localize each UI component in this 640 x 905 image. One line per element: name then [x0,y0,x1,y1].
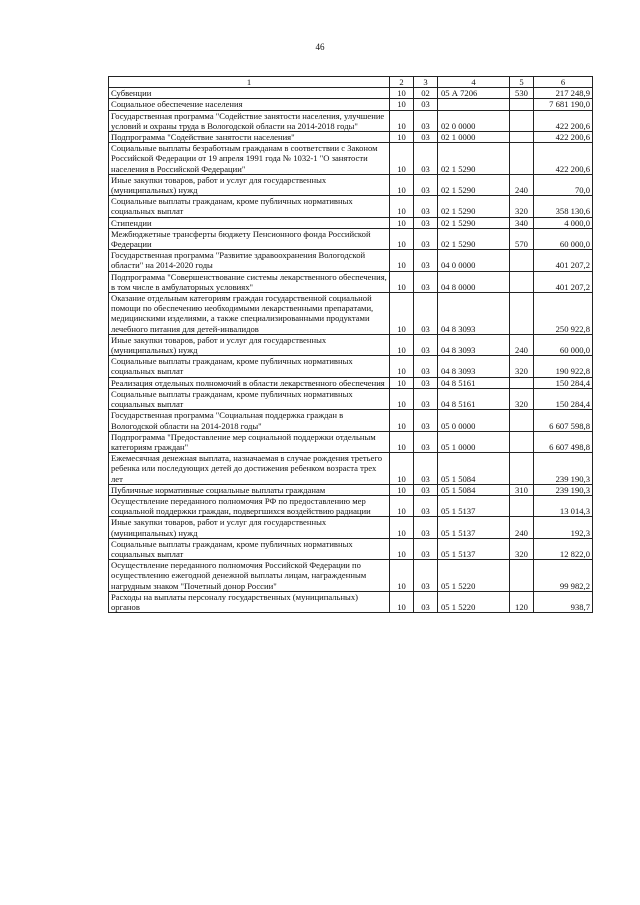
row-name-cell: Публичные нормативные социальные выплаты гражданам [109,484,390,495]
target-code-cell: 05 1 5137 [438,495,510,516]
subsection-cell: 03 [414,271,438,292]
section-cell: 10 [390,356,414,377]
column-header: 3 [414,77,438,88]
column-header: 6 [534,77,593,88]
column-header: 5 [510,77,534,88]
subsection-cell: 03 [414,484,438,495]
section-cell: 10 [390,484,414,495]
expense-type-cell: 320 [510,388,534,409]
budget-table [108,76,593,613]
target-code-cell: 05 1 5137 [438,517,510,538]
section-cell: 10 [390,388,414,409]
subsection-cell: 03 [414,217,438,228]
expense-type-cell: 320 [510,356,534,377]
target-code-cell: 04 8 5161 [438,388,510,409]
row-name-cell: Социальные выплаты гражданам, кроме публичных нормативных социальных выплат [109,388,390,409]
section-cell: 10 [390,174,414,195]
table-row [109,377,593,388]
amount-cell: 70,0 [534,174,593,195]
amount-cell: 217 248,9 [534,88,593,99]
expense-type-cell [510,110,534,131]
section-cell: 10 [390,228,414,249]
row-name-cell: Государственная программа "Социальная поддержка граждан в Вологодской области на 2014-2018 годы" [109,410,390,431]
subsection-cell: 03 [414,453,438,485]
expense-type-cell: 320 [510,538,534,559]
amount-cell: 422 200,6 [534,132,593,143]
row-name-cell: Социальные выплаты гражданам, кроме публичных нормативных социальных выплат [109,196,390,217]
table-row [109,110,593,131]
subsection-cell: 03 [414,250,438,271]
row-name-cell: Социальное обеспечение населения [109,99,390,110]
section-cell: 10 [390,431,414,452]
expense-type-cell: 120 [510,591,534,612]
target-code-cell: 02 1 0000 [438,132,510,143]
row-name-cell: Подпрограмма "Предоставление мер социальной поддержки отдельным категориям граждан" [109,431,390,452]
subsection-cell: 03 [414,495,438,516]
target-code-cell: 04 8 5161 [438,377,510,388]
amount-cell: 150 284,4 [534,388,593,409]
expense-type-cell [510,431,534,452]
subsection-cell: 03 [414,110,438,131]
amount-cell: 6 607 498,8 [534,431,593,452]
section-cell: 10 [390,271,414,292]
row-name-cell: Расходы на выплаты персоналу государственных (муниципальных) органов [109,591,390,612]
amount-cell: 99 982,2 [534,560,593,592]
target-code-cell: 05 1 5137 [438,538,510,559]
expense-type-cell: 320 [510,196,534,217]
table-row [109,99,593,110]
expense-type-cell [510,250,534,271]
expense-type-cell: 310 [510,484,534,495]
page-number: 46 [315,42,325,52]
section-cell: 10 [390,293,414,335]
table-row [109,538,593,559]
table-row [109,250,593,271]
subsection-cell: 03 [414,196,438,217]
subsection-cell: 03 [414,560,438,592]
table-row [109,334,593,355]
table-row [109,271,593,292]
target-code-cell: 02 1 5290 [438,143,510,175]
target-code-cell: 05 1 5084 [438,453,510,485]
table-row [109,453,593,485]
table-row [109,217,593,228]
amount-cell: 60 000,0 [534,228,593,249]
expense-type-cell [510,495,534,516]
subsection-cell: 03 [414,377,438,388]
section-cell: 10 [390,410,414,431]
subsection-cell: 03 [414,293,438,335]
amount-cell: 401 207,2 [534,250,593,271]
expense-type-cell: 240 [510,334,534,355]
target-code-cell: 05 1 0000 [438,431,510,452]
table-row [109,132,593,143]
target-code-cell: 04 8 0000 [438,271,510,292]
expense-type-cell: 340 [510,217,534,228]
subsection-cell: 03 [414,431,438,452]
row-name-cell: Осуществление переданного полномочия РФ по предоставлению мер социальной поддержки граждан, подвергшихся воздействию радиации [109,495,390,516]
table-row [109,196,593,217]
expense-type-cell: 240 [510,174,534,195]
subsection-cell: 03 [414,538,438,559]
target-code-cell: 05 А 7206 [438,88,510,99]
expense-type-cell: 240 [510,517,534,538]
target-code-cell: 05 1 5084 [438,484,510,495]
target-code-cell [438,99,510,110]
expense-type-cell: 530 [510,88,534,99]
expense-type-cell [510,560,534,592]
subsection-cell: 03 [414,132,438,143]
subsection-cell: 03 [414,517,438,538]
expense-type-cell: 570 [510,228,534,249]
amount-cell: 239 190,3 [534,484,593,495]
table-header-row [109,77,593,88]
row-name-cell: Реализация отдельных полномочий в области лекарственного обеспечения [109,377,390,388]
table-row [109,356,593,377]
row-name-cell: Иные закупки товаров, работ и услуг для государственных (муниципальных) нужд [109,517,390,538]
row-name-cell: Социальные выплаты гражданам, кроме публичных нормативных социальных выплат [109,538,390,559]
subsection-cell: 03 [414,143,438,175]
section-cell: 10 [390,334,414,355]
subsection-cell: 03 [414,99,438,110]
subsection-cell: 03 [414,334,438,355]
section-cell: 10 [390,143,414,175]
section-cell: 10 [390,110,414,131]
expense-type-cell [510,453,534,485]
column-header: 4 [438,77,510,88]
target-code-cell: 02 1 5290 [438,217,510,228]
amount-cell: 401 207,2 [534,271,593,292]
amount-cell: 422 200,6 [534,110,593,131]
table-row [109,591,593,612]
row-name-cell: Межбюджетные трансферты бюджету Пенсионного фонда Российской Федерации [109,228,390,249]
row-name-cell: Социальные выплаты безработным гражданам в соответствии с Законом Российской Федерации от 19 апреля 1991 года № 1032-1 "О занятости населения в Российской Федерации" [109,143,390,175]
table-row [109,517,593,538]
expense-type-cell [510,132,534,143]
row-name-cell: Государственная программа "Развитие здравоохранения Вологодской области" на 2014-2020 годы [109,250,390,271]
row-name-cell: Осуществление переданного полномочия Российской Федерации по осуществлению ежегодной денежной выплаты лицам, награжденным нагрудным знаком "Почетный донор России" [109,560,390,592]
target-code-cell: 02 1 5290 [438,196,510,217]
row-name-cell: Субвенции [109,88,390,99]
table-row [109,484,593,495]
row-name-cell: Стипендии [109,217,390,228]
subsection-cell: 02 [414,88,438,99]
expense-type-cell [510,271,534,292]
row-name-cell: Оказание отдельным категориям граждан государственной социальной помощи по обеспечению необходимыми лекарственными препаратами, медицинскими изделиями, а также специализированными продуктами лечебного питания для детей-инвалидов [109,293,390,335]
amount-cell: 250 922,8 [534,293,593,335]
target-code-cell: 05 1 5220 [438,560,510,592]
row-name-cell: Иные закупки товаров, работ и услуг для государственных (муниципальных) нужд [109,174,390,195]
table-row [109,293,593,335]
row-name-cell: Ежемесячная денежная выплата, назначаемая в случае рождения третьего ребенка или последующих детей до достижения ребенком возраста трех лет [109,453,390,485]
target-code-cell: 02 1 5290 [438,174,510,195]
target-code-cell: 04 0 0000 [438,250,510,271]
table-row [109,431,593,452]
target-code-cell: 02 1 5290 [438,228,510,249]
row-name-cell: Подпрограмма "Совершенствование системы лекарственного обеспечения, в том числе в амбулаторных условиях" [109,271,390,292]
amount-cell: 358 130,6 [534,196,593,217]
section-cell: 10 [390,453,414,485]
amount-cell: 6 607 598,8 [534,410,593,431]
section-cell: 10 [390,196,414,217]
table-row [109,410,593,431]
table-row [109,560,593,592]
section-cell: 10 [390,538,414,559]
amount-cell: 7 681 190,0 [534,99,593,110]
subsection-cell: 03 [414,356,438,377]
column-header: 1 [109,77,390,88]
target-code-cell: 05 0 0000 [438,410,510,431]
section-cell: 10 [390,250,414,271]
subsection-cell: 03 [414,591,438,612]
section-cell: 10 [390,377,414,388]
target-code-cell: 02 0 0000 [438,110,510,131]
row-name-cell: Подпрограмма "Содействие занятости населения" [109,132,390,143]
section-cell: 10 [390,495,414,516]
amount-cell: 239 190,3 [534,453,593,485]
table-row [109,495,593,516]
amount-cell: 12 822,0 [534,538,593,559]
amount-cell: 422 200,6 [534,143,593,175]
row-name-cell: Государственная программа "Содействие занятости населения, улучшение условий и охраны труда в Вологодской области на 2014-2018 годы" [109,110,390,131]
table-row [109,88,593,99]
section-cell: 10 [390,591,414,612]
section-cell: 10 [390,217,414,228]
target-code-cell: 04 8 3093 [438,356,510,377]
section-cell: 10 [390,517,414,538]
expense-type-cell [510,99,534,110]
table-row [109,388,593,409]
subsection-cell: 03 [414,174,438,195]
expense-type-cell [510,293,534,335]
expense-type-cell [510,377,534,388]
amount-cell: 150 284,4 [534,377,593,388]
subsection-cell: 03 [414,228,438,249]
table-row [109,228,593,249]
amount-cell: 13 014,3 [534,495,593,516]
section-cell: 10 [390,99,414,110]
expense-type-cell [510,143,534,175]
row-name-cell: Социальные выплаты гражданам, кроме публичных нормативных социальных выплат [109,356,390,377]
target-code-cell: 05 1 5220 [438,591,510,612]
subsection-cell: 03 [414,388,438,409]
amount-cell: 190 922,8 [534,356,593,377]
subsection-cell: 03 [414,410,438,431]
amount-cell: 4 000,0 [534,217,593,228]
amount-cell: 60 000,0 [534,334,593,355]
table-row [109,174,593,195]
amount-cell: 192,3 [534,517,593,538]
table-row [109,143,593,175]
target-code-cell: 04 8 3093 [438,334,510,355]
section-cell: 10 [390,88,414,99]
target-code-cell: 04 8 3093 [438,293,510,335]
row-name-cell: Иные закупки товаров, работ и услуг для государственных (муниципальных) нужд [109,334,390,355]
column-header: 2 [390,77,414,88]
amount-cell: 938,7 [534,591,593,612]
expense-type-cell [510,410,534,431]
section-cell: 10 [390,560,414,592]
section-cell: 10 [390,132,414,143]
